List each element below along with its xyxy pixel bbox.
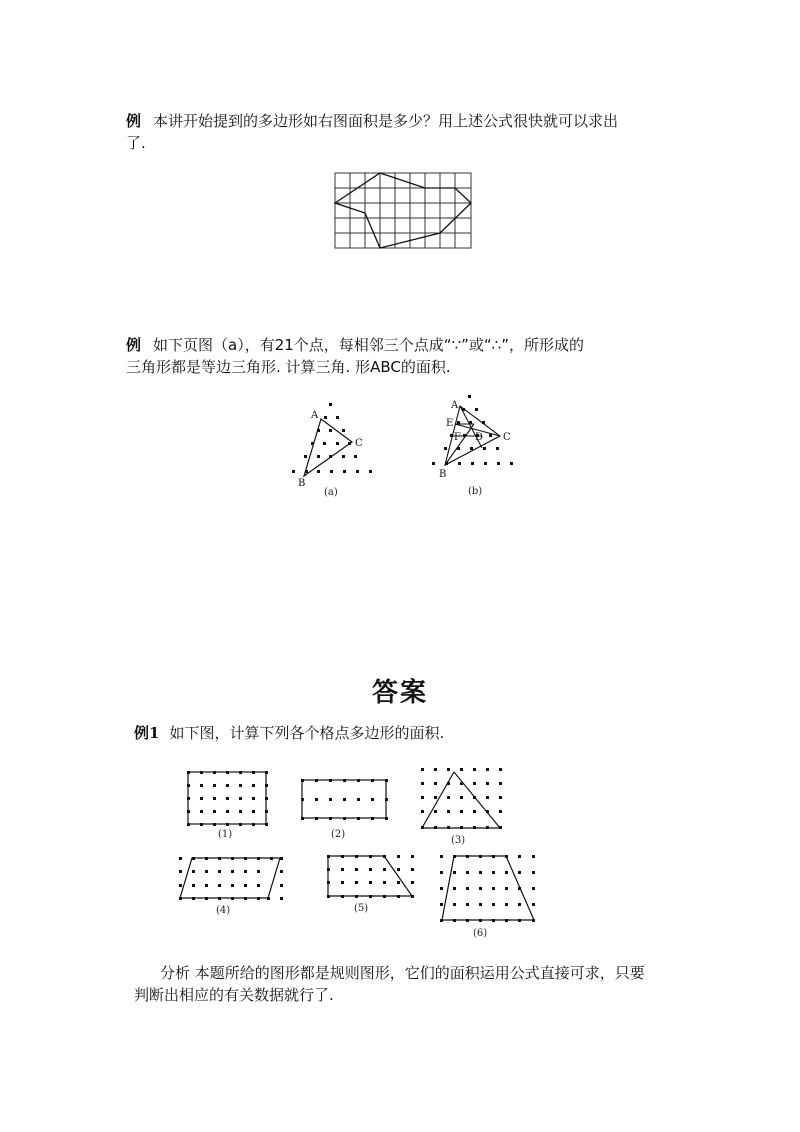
point-e-label: E	[446, 418, 454, 429]
grid-polygon-figure	[330, 168, 478, 252]
lattice-figure-5	[327, 855, 414, 914]
triangle-figure-a	[284, 398, 384, 500]
caption-4: (4)	[216, 905, 231, 916]
lattice-figure-3	[421, 768, 502, 846]
caption-2: (2)	[331, 829, 346, 840]
point-b-label: B	[298, 478, 306, 489]
example2-line1: 例 如下页图（a），有21个点，每相邻三个点成“∵”或“∴”，所形成的	[126, 336, 584, 354]
caption-1: (1)	[218, 829, 233, 840]
caption-5: (5)	[354, 903, 369, 914]
point-f-label: F	[454, 432, 461, 443]
lattice-figure-2	[301, 779, 388, 840]
point-d-label: D	[475, 432, 484, 443]
caption-6: (6)	[473, 928, 488, 939]
example1-line2: 了.	[126, 134, 146, 152]
point-c-label: C	[355, 438, 363, 449]
example2-line2: 三角形都是等边三角形. 计算三角. 形ABC的面积.	[126, 358, 451, 376]
example3-label: 例1	[134, 724, 160, 742]
triangle-abc-a	[304, 419, 352, 476]
example1-line1: 例 本讲开始提到的多边形如右图面积是多少？用上述公式很快就可以求出	[126, 112, 619, 130]
answer-title: 答案	[371, 678, 428, 708]
example1-label: 例	[126, 112, 142, 130]
caption-3: (3)	[451, 835, 466, 846]
example2-text	[126, 334, 686, 378]
point-a-label: A	[311, 410, 319, 421]
lattice-figure-6	[440, 855, 535, 939]
caption-b: (b)	[468, 486, 483, 497]
analysis-text	[134, 962, 694, 1006]
analysis-line1: 分析 本题所给的图形都是规则图形，它们的面积运用公式直接可求，只要	[160, 964, 645, 982]
point-b-label-b: B	[439, 469, 447, 480]
point-c-label-b: C	[503, 432, 511, 443]
example1-text	[126, 110, 686, 154]
lattice-figures	[170, 760, 550, 940]
example2-label: 例	[126, 336, 142, 354]
example3-line: 如下图，计算下列各个格点多边形的面积.	[169, 724, 445, 742]
triangle-figure-b	[428, 390, 528, 500]
point-a-label-b: A	[451, 400, 459, 411]
lattice-figure-1	[187, 771, 268, 840]
example3-text	[134, 722, 674, 744]
grid-polygon	[335, 173, 471, 248]
analysis-line2: 判断出相应的有关数据就行了.	[134, 986, 334, 1004]
lattice-figure-4	[179, 857, 283, 916]
caption-a: (a)	[324, 487, 338, 498]
